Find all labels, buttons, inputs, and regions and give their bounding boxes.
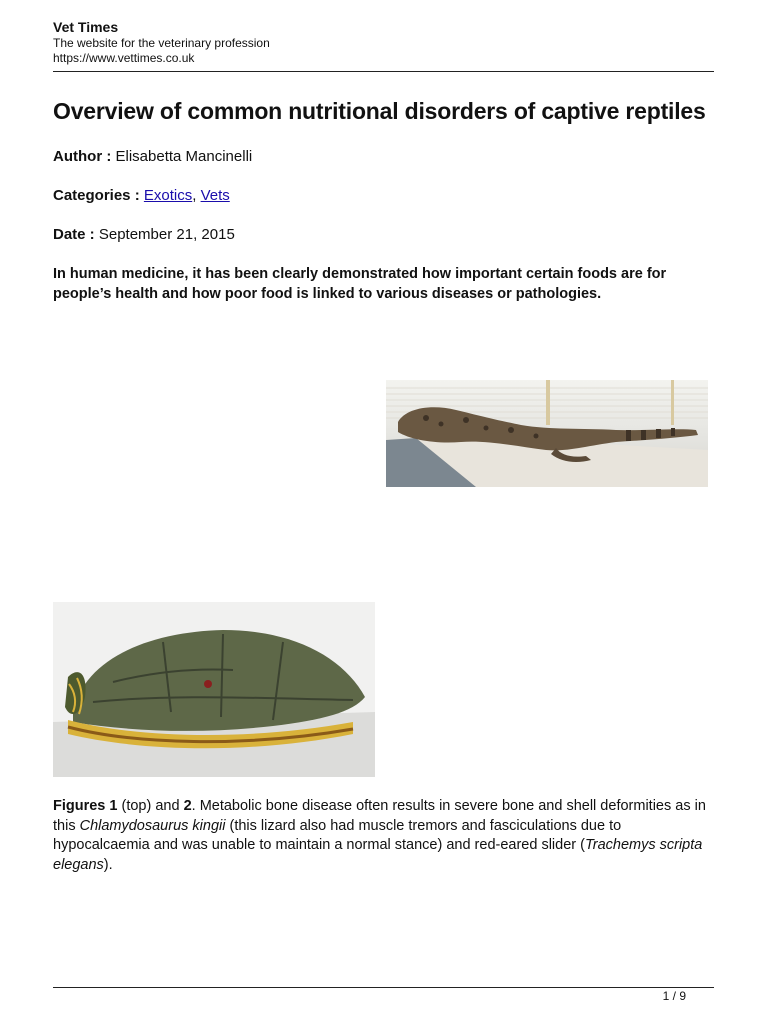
caption-text-4: ).	[103, 856, 113, 873]
publish-date: September 21, 2015	[98, 226, 235, 243]
caption-figure-2-label: 2	[183, 798, 192, 814]
footer-divider	[53, 987, 714, 988]
date-line	[53, 226, 235, 243]
lead-paragraph: In human medicine, it has been clearly demonstrated how important certain foods are for people’s health and how poor food is linked to various diseases or pathologies.	[53, 266, 667, 302]
caption-text-1: (top) and	[117, 798, 184, 814]
caption-species-lizard: Chlamydosaurus kingii	[79, 817, 226, 834]
figure-1-lizard-image	[386, 380, 708, 487]
author-label: Author :	[53, 148, 112, 165]
figure-caption	[53, 797, 713, 875]
categories-label: Categories :	[53, 187, 140, 204]
caption-figure-1-label: Figures 1	[53, 798, 118, 814]
category-link-vets[interactable]: Vets	[200, 187, 230, 204]
site-url[interactable]: https://www.vettimes.co.uk	[53, 51, 195, 65]
article-title: Overview of common nutritional disorders of captive reptiles	[53, 98, 706, 124]
site-name: Vet Times	[53, 19, 119, 35]
author-name: Elisabetta Mancinelli	[115, 148, 253, 165]
date-label: Date :	[53, 226, 95, 243]
header-divider	[53, 71, 714, 72]
caption-species-turtle: Trachemys scripta elegans	[53, 837, 703, 873]
caption-text-3: (this lizard also had muscle tremors and fasciculations due to hypocalcaemia and was unable to maintain a normal stance) and red-eared slider (	[53, 817, 622, 853]
figure-2-turtle-image	[53, 602, 375, 777]
site-tagline: The website for the veterinary profession	[53, 36, 270, 50]
caption-text-2: . Metabolic bone disease often results in severe bone and shell deformities as in this	[53, 798, 706, 834]
site-header	[53, 18, 714, 66]
category-separator: ,	[192, 187, 201, 204]
category-link-exotics[interactable]: Exotics	[143, 187, 193, 204]
author-line	[53, 148, 252, 165]
page-number: 1 / 9	[662, 989, 686, 1003]
categories-line	[53, 187, 230, 204]
